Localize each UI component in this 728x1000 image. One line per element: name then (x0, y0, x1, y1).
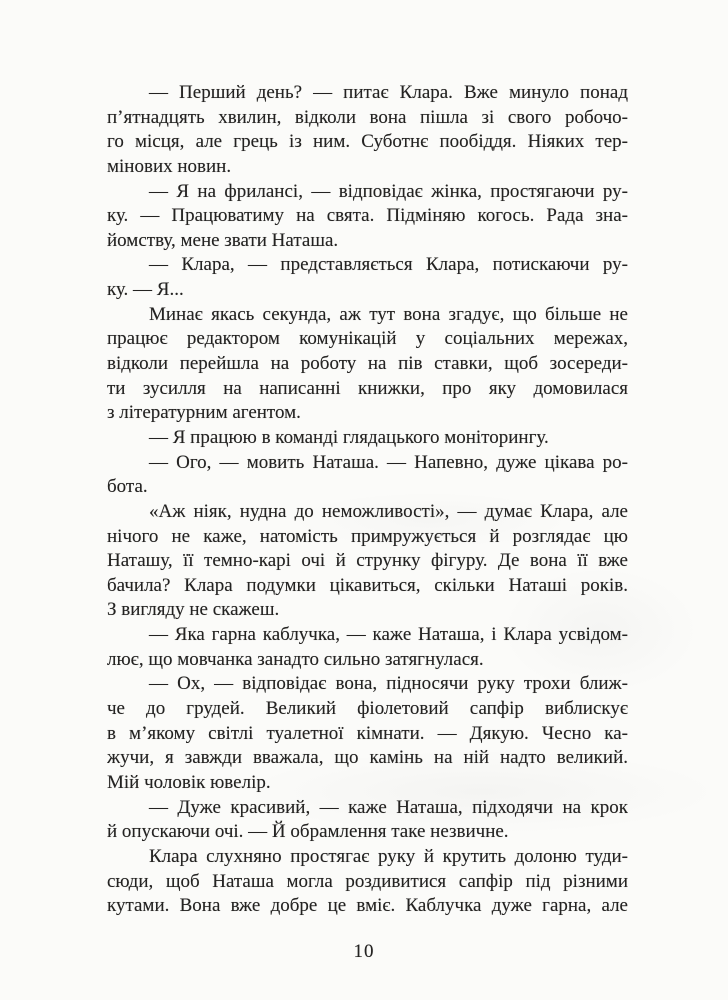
text-line: — Я на фрилансі, — відповідає жінка, простягаючи ру- (149, 180, 628, 202)
text-line: з літературним агентом. (107, 402, 301, 424)
text-line: ку. — Працюватиму на свята. Підміняю когось. Рада зна- (107, 205, 628, 227)
text-line: З вигляду не скажеш. (107, 599, 280, 621)
text-line: го місця, але грець із ним. Суботнє пообіддя. Ніяких тер- (107, 131, 628, 153)
text-line: жучи, я завжди вважала, що камінь на ній надто великий. (107, 747, 628, 769)
text-line: че до грудей. Великий фіолетовий сапфір виблискує (107, 698, 628, 720)
text-line: працює редактором комунікацій у соціальних мережах, (107, 328, 628, 350)
text-line: «Аж ніяк, нудна до неможливості», — думає Клара, але (149, 500, 628, 522)
text-line: в м’якому світлі туалетної кімнати. — Дякую. Чесно ка- (107, 722, 628, 744)
text-line: мінових новин. (107, 155, 232, 177)
text-line: — Дуже красивий, — каже Наташа, підходячи на крок (149, 796, 628, 818)
text-line: Клара слухняно простягає руку й крутить долоню туди- (149, 845, 628, 867)
text-line: — Перший день? — питає Клара. Вже минуло понад (149, 82, 628, 103)
text-line: нічого не каже, натомість примружується й розглядає цю (107, 525, 628, 547)
text-line: — Я працюю в команді глядацького моніторингу. (149, 426, 549, 448)
text-line: — Ох, — відповідає вона, підносячи руку трохи ближ- (149, 673, 628, 695)
text-line: кутами. Вона вже добре це вміє. Каблучка дуже гарна, але (107, 895, 628, 917)
text-line: сюди, щоб Наташа могла роздивитися сапфір під різними (107, 870, 628, 892)
text-line: ти зусилля на написанні книжки, про яку домовилася (107, 377, 628, 399)
text-line: лює, що мовчанка занадто сильно затягнулася. (107, 648, 484, 670)
page-number: 10 (353, 941, 375, 962)
text-line: — Клара, — представляється Клара, потискаючи ру- (149, 254, 628, 276)
text-line: бачила? Клара подумки цікавиться, скільки Наташі років. (107, 574, 628, 596)
text-line: Наташу, її темно-карі очі й струнку фігуру. Де вона її вже (107, 550, 628, 572)
text-line: — Ого, — мовить Наташа. — Напевно, дуже цікава ро- (149, 451, 628, 473)
text-line: — Яка гарна каблучка, — каже Наташа, і Клара усвідом- (149, 624, 628, 646)
text-line: ку. — Я... (107, 279, 184, 301)
text-line: й опускаючи очі. — Й обрамлення таке незвичне. (107, 821, 509, 843)
text-line: бота. (107, 476, 148, 498)
page-text-block (107, 81, 628, 919)
text-line: відколи перейшла на роботу на пів ставки, щоб зосереди- (107, 353, 628, 375)
text-line: Мій чоловік ювелір. (107, 771, 271, 793)
text-line: п’ятнадцять хвилин, відколи вона пішла зі свого робочо- (107, 106, 628, 128)
text-line: йомству, мене звати Наташа. (107, 229, 339, 251)
text-line: Минає якась секунда, аж тут вона згадує, що більше не (149, 303, 628, 325)
